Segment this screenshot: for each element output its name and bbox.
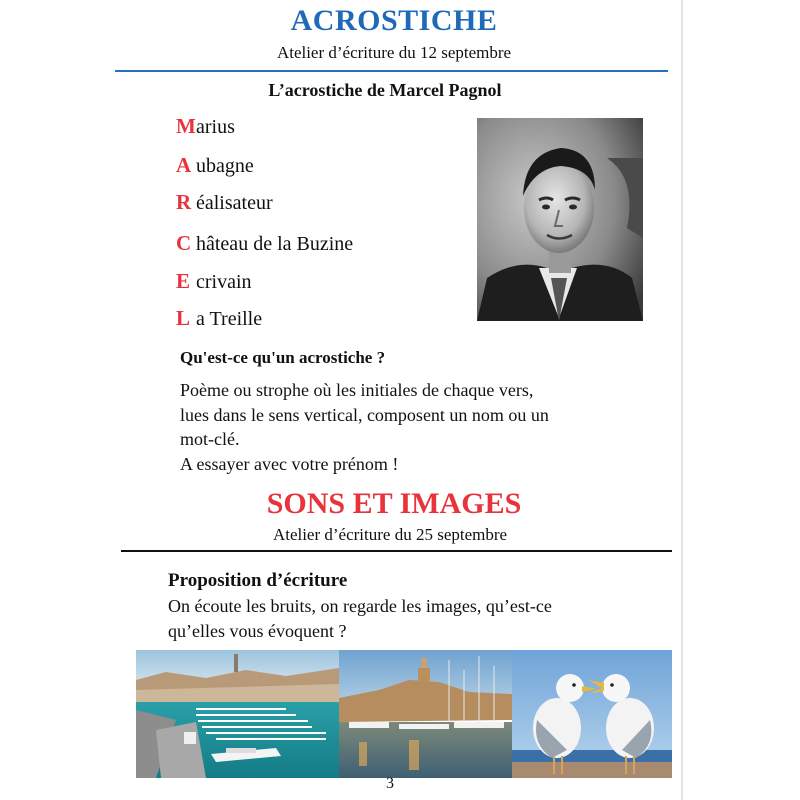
seagulls-photo	[512, 650, 672, 778]
page-edge	[681, 0, 683, 800]
prompt-title: Proposition d’écriture	[168, 570, 348, 591]
acrostic-initial: A	[176, 153, 192, 177]
marseille-harbor-aerial-photo	[136, 650, 339, 778]
prompt-text	[168, 594, 668, 643]
acrostic-word: ubagne	[196, 155, 254, 177]
acrostic-line	[176, 190, 273, 218]
acrostic-heading: L’acrostiche de Marcel Pagnol	[268, 80, 502, 100]
title-divider	[115, 70, 668, 72]
acrostic-initial: C	[176, 231, 192, 255]
prompt-line: On écoute les bruits, on regarde les images, qu’est-ce	[168, 596, 552, 616]
page-title: ACROSTICHE	[290, 4, 498, 37]
acrostic-initial: L	[176, 306, 191, 330]
portrait-photo	[477, 118, 643, 321]
definition-text	[180, 378, 660, 476]
old-port-marseille-photo	[339, 650, 512, 778]
acrostic-line	[176, 306, 262, 334]
section-title: SONS ET IMAGES	[266, 487, 522, 520]
acrostic-initial: E	[176, 269, 191, 293]
acrostic-line	[176, 114, 235, 142]
definition-question: Qu'est-ce qu'un acrostiche ?	[180, 348, 386, 367]
definition-line: Poème ou strophe où les initiales de chaque vers,	[180, 380, 534, 400]
acrostic-word: hâteau de la Buzine	[196, 233, 354, 255]
page-subtitle: Atelier d’écriture du 12 septembre	[276, 43, 512, 62]
acrostic-initial: R	[176, 190, 192, 214]
acrostic-word: éalisateur	[196, 192, 273, 214]
acrostic-word: a Treille	[196, 308, 263, 330]
section-divider	[121, 550, 672, 552]
acrostic-line	[176, 153, 254, 181]
section-subtitle: Atelier d’écriture du 25 septembre	[272, 525, 508, 544]
prompt-line: qu’elles vous évoquent ?	[168, 620, 347, 641]
acrostic-line	[176, 231, 353, 259]
definition-line: A essayer avec votre prénom !	[180, 453, 399, 474]
page-number: 3	[386, 775, 394, 792]
definition-line: lues dans le sens vertical, composent un nom ou un	[180, 404, 549, 425]
acrostic-initial: M	[176, 114, 196, 138]
definition-line: mot-clé.	[180, 429, 240, 449]
acrostic-line	[176, 269, 252, 297]
acrostic-word: arius	[196, 116, 235, 138]
acrostic-word: crivain	[196, 271, 252, 293]
